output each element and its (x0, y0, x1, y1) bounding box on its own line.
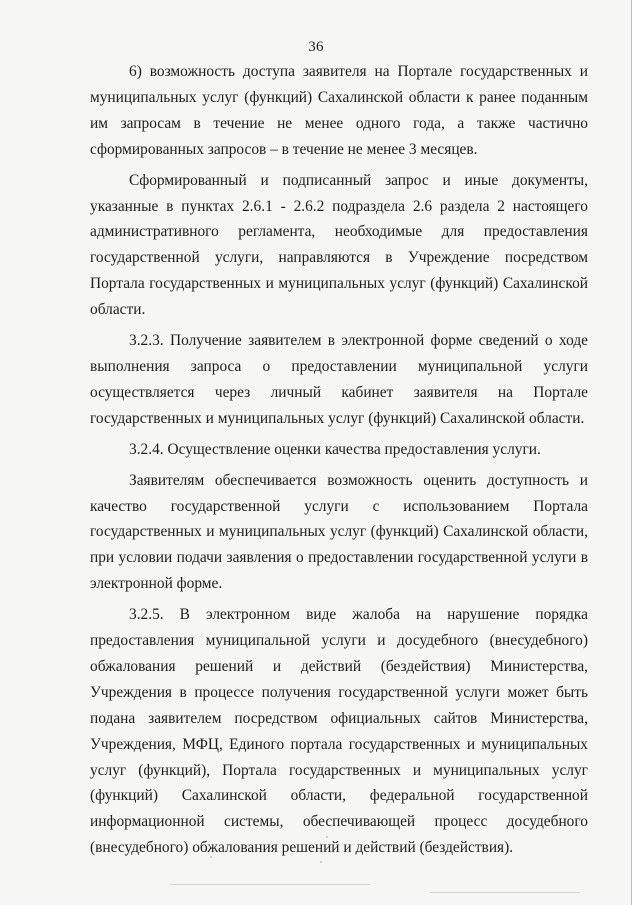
paragraph-text: 3.2.4. Осуществление оценки качества предоставления услуги. (129, 440, 541, 458)
paragraph-access-requests (90, 59, 588, 163)
paragraph-formed-request (90, 168, 588, 323)
paragraph-3-2-3 (90, 328, 588, 432)
scan-artifact (320, 861, 322, 863)
page-number: 36 (308, 39, 324, 55)
paragraph-3-2-5 (90, 602, 588, 861)
paragraph-3-2-4 (90, 437, 588, 463)
scan-artifact (210, 856, 212, 858)
scan-artifact (170, 884, 370, 885)
paragraph-text: Заявителям обеспечивается возможность оценить доступность и качество государственной услуги с использованием Портала государственных и муниципальных услуг (функций) Сахалинской области, при условии подачи заявления о предоставлении государственной услуги в электронной форме. (90, 471, 588, 593)
paragraph-text: Сформированный и подписанный запрос и иные документы, указанные в пунктах 2.6.1 - 2.6.2 подраздела 2.6 раздела 2 настоящего административного регламента, необходимые для предоставления государственной услуги, направляются в Учреждение посредством Портала государственных и муниципальных услуг (функций) Сахалинской области. (90, 171, 588, 319)
paragraph-text: 6) возможность доступа заявителя на Портале государственных и муниципальных услуг (функций) Сахалинской области к ранее поданным им запросам в течение не менее одного года, а также частично сформированных запросов – в течение не менее 3 месяцев. (90, 63, 588, 158)
paragraph-quality-assessment (90, 468, 588, 598)
scan-artifact (430, 892, 580, 893)
paragraph-text: 3.2.5. В электронном виде жалоба на нарушение порядка предоставления муниципальной услуги и досудебного (внесудебного) обжалования решений и действий (бездействия) Министерства, Учреждения в процессе получения государственной услуги может быть подана заявителем посредством официальных сайтов Министерства, Учреждения, МФЦ, Единого портала государственных и муниципальных услуг (функций), Портала государственных и муниципальных услуг (функций) Сахалинской области, федеральной государственной информационной системы, обеспечивающей процесс досудебного (внесудебного) обжалования решений и действий (бездействия). (90, 606, 588, 857)
paragraph-text: 3.2.3. Получение заявителем в электронной форме сведений о ходе выполнения запроса о предоставлении муниципальной услуги осуществляется через личный кабинет заявителя на Портале государственных и муниципальных услуг (функций) Сахалинской области. (90, 332, 588, 427)
document-body (90, 59, 588, 866)
scan-artifact (326, 836, 328, 838)
